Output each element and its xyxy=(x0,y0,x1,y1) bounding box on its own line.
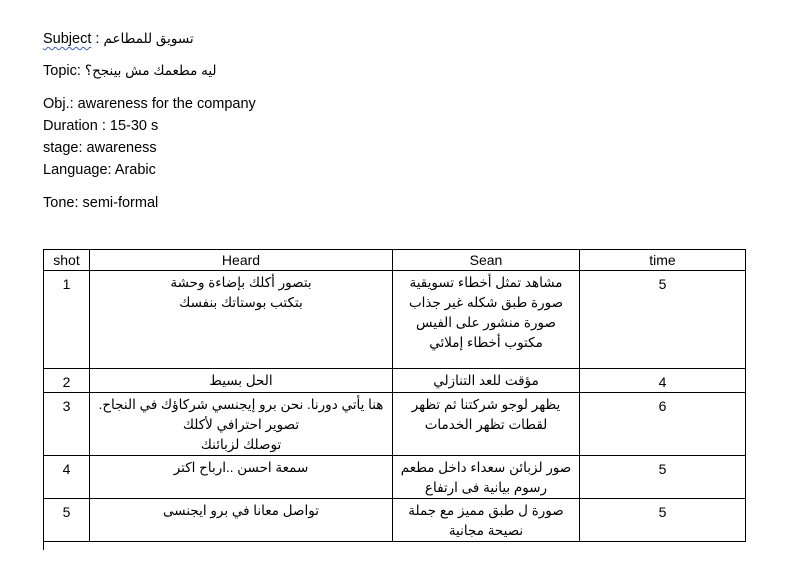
text-cursor[interactable] xyxy=(43,531,44,550)
sean-line: صورة منشور على الفيس xyxy=(416,315,556,330)
time-cell: 5 xyxy=(580,499,746,542)
heard-line: هنا يأتي دورنا. نحن برو إيجنسي شركاؤك في النجاح. xyxy=(98,397,384,412)
shot-cell: 4 xyxy=(44,456,90,499)
heard-line: سمعة احسن ..ارباح اكتر xyxy=(173,460,309,475)
time-cell: 5 xyxy=(580,456,746,499)
objective-label: Obj xyxy=(43,96,66,112)
table-row xyxy=(44,271,746,369)
sean-line: مؤقت للعد التنازلي xyxy=(433,373,539,388)
tone-line: Tone: semi-formal xyxy=(43,195,159,211)
heard-line: تواصل معانا في برو ايجنسى xyxy=(163,503,319,518)
objective-line xyxy=(43,96,256,112)
time-cell: 6 xyxy=(580,393,746,456)
header-heard: Heard xyxy=(90,250,393,271)
subject-separator: : xyxy=(91,31,104,47)
header-time: time xyxy=(580,250,746,271)
table-row xyxy=(44,499,746,542)
time-cell: 5 xyxy=(580,271,746,369)
sean-cell xyxy=(393,456,580,499)
topic-line xyxy=(43,63,217,79)
heard-cell xyxy=(90,393,393,456)
topic-label: Topic: xyxy=(43,63,85,79)
sean-line: صورة ل طبق مميز مع جملة xyxy=(408,503,564,518)
sean-line: لقطات تظهر الخدمات xyxy=(424,417,548,432)
header-sean: Sean xyxy=(393,250,580,271)
topic-value: ليه مطعمك مش بينجح؟ xyxy=(84,63,217,78)
heard-cell xyxy=(90,271,393,369)
heard-line: الحل بسيط xyxy=(209,373,273,388)
subject-line xyxy=(43,31,194,47)
shot-cell: 2 xyxy=(44,369,90,393)
shot-cell: 3 xyxy=(44,393,90,456)
script-table xyxy=(43,249,746,542)
stage-line: stage: awareness xyxy=(43,140,157,156)
sean-line: صور لزبائن سعداء داخل مطعم xyxy=(400,460,572,475)
sean-cell xyxy=(393,499,580,542)
sean-line: صورة طبق شكله غير جذاب xyxy=(408,295,564,310)
table-header-row xyxy=(44,250,746,271)
table-row xyxy=(44,369,746,393)
sean-line: يظهر لوجو شركتنا ثم تظهر xyxy=(411,397,561,412)
subject-value: تسويق للمطاعم xyxy=(103,31,194,46)
sean-line: رسوم بيانية فى ارتفاع xyxy=(424,480,548,495)
subject-label: Subject xyxy=(43,31,92,47)
duration-line: Duration : 15-30 s xyxy=(43,118,159,134)
shot-cell: 5 xyxy=(44,499,90,542)
heard-cell xyxy=(90,456,393,499)
heard-cell xyxy=(90,499,393,542)
language-line: Language: Arabic xyxy=(43,162,156,178)
heard-cell xyxy=(90,369,393,393)
table-row xyxy=(44,393,746,456)
objective-value: .: awareness for the company xyxy=(65,96,256,112)
sean-line: مشاهد تمثل أخطاء تسويقية xyxy=(409,275,563,290)
shot-cell: 1 xyxy=(44,271,90,369)
heard-line: تصوير احترافي لأكلك xyxy=(182,417,300,432)
header-shot: shot xyxy=(44,250,90,271)
sean-cell xyxy=(393,271,580,369)
sean-line: مكتوب أخطاء إملائي xyxy=(429,335,543,350)
sean-line: نصيحة مجانية xyxy=(448,523,524,538)
table-row xyxy=(44,456,746,499)
heard-line: بتكتب بوستاتك بنفسك xyxy=(179,295,303,310)
heard-line: توصلك لزبائنك xyxy=(200,437,282,452)
heard-line: بتصور أكلك بإضاءة وحشة xyxy=(170,275,312,290)
sean-cell xyxy=(393,393,580,456)
sean-cell xyxy=(393,369,580,393)
time-cell: 4 xyxy=(580,369,746,393)
